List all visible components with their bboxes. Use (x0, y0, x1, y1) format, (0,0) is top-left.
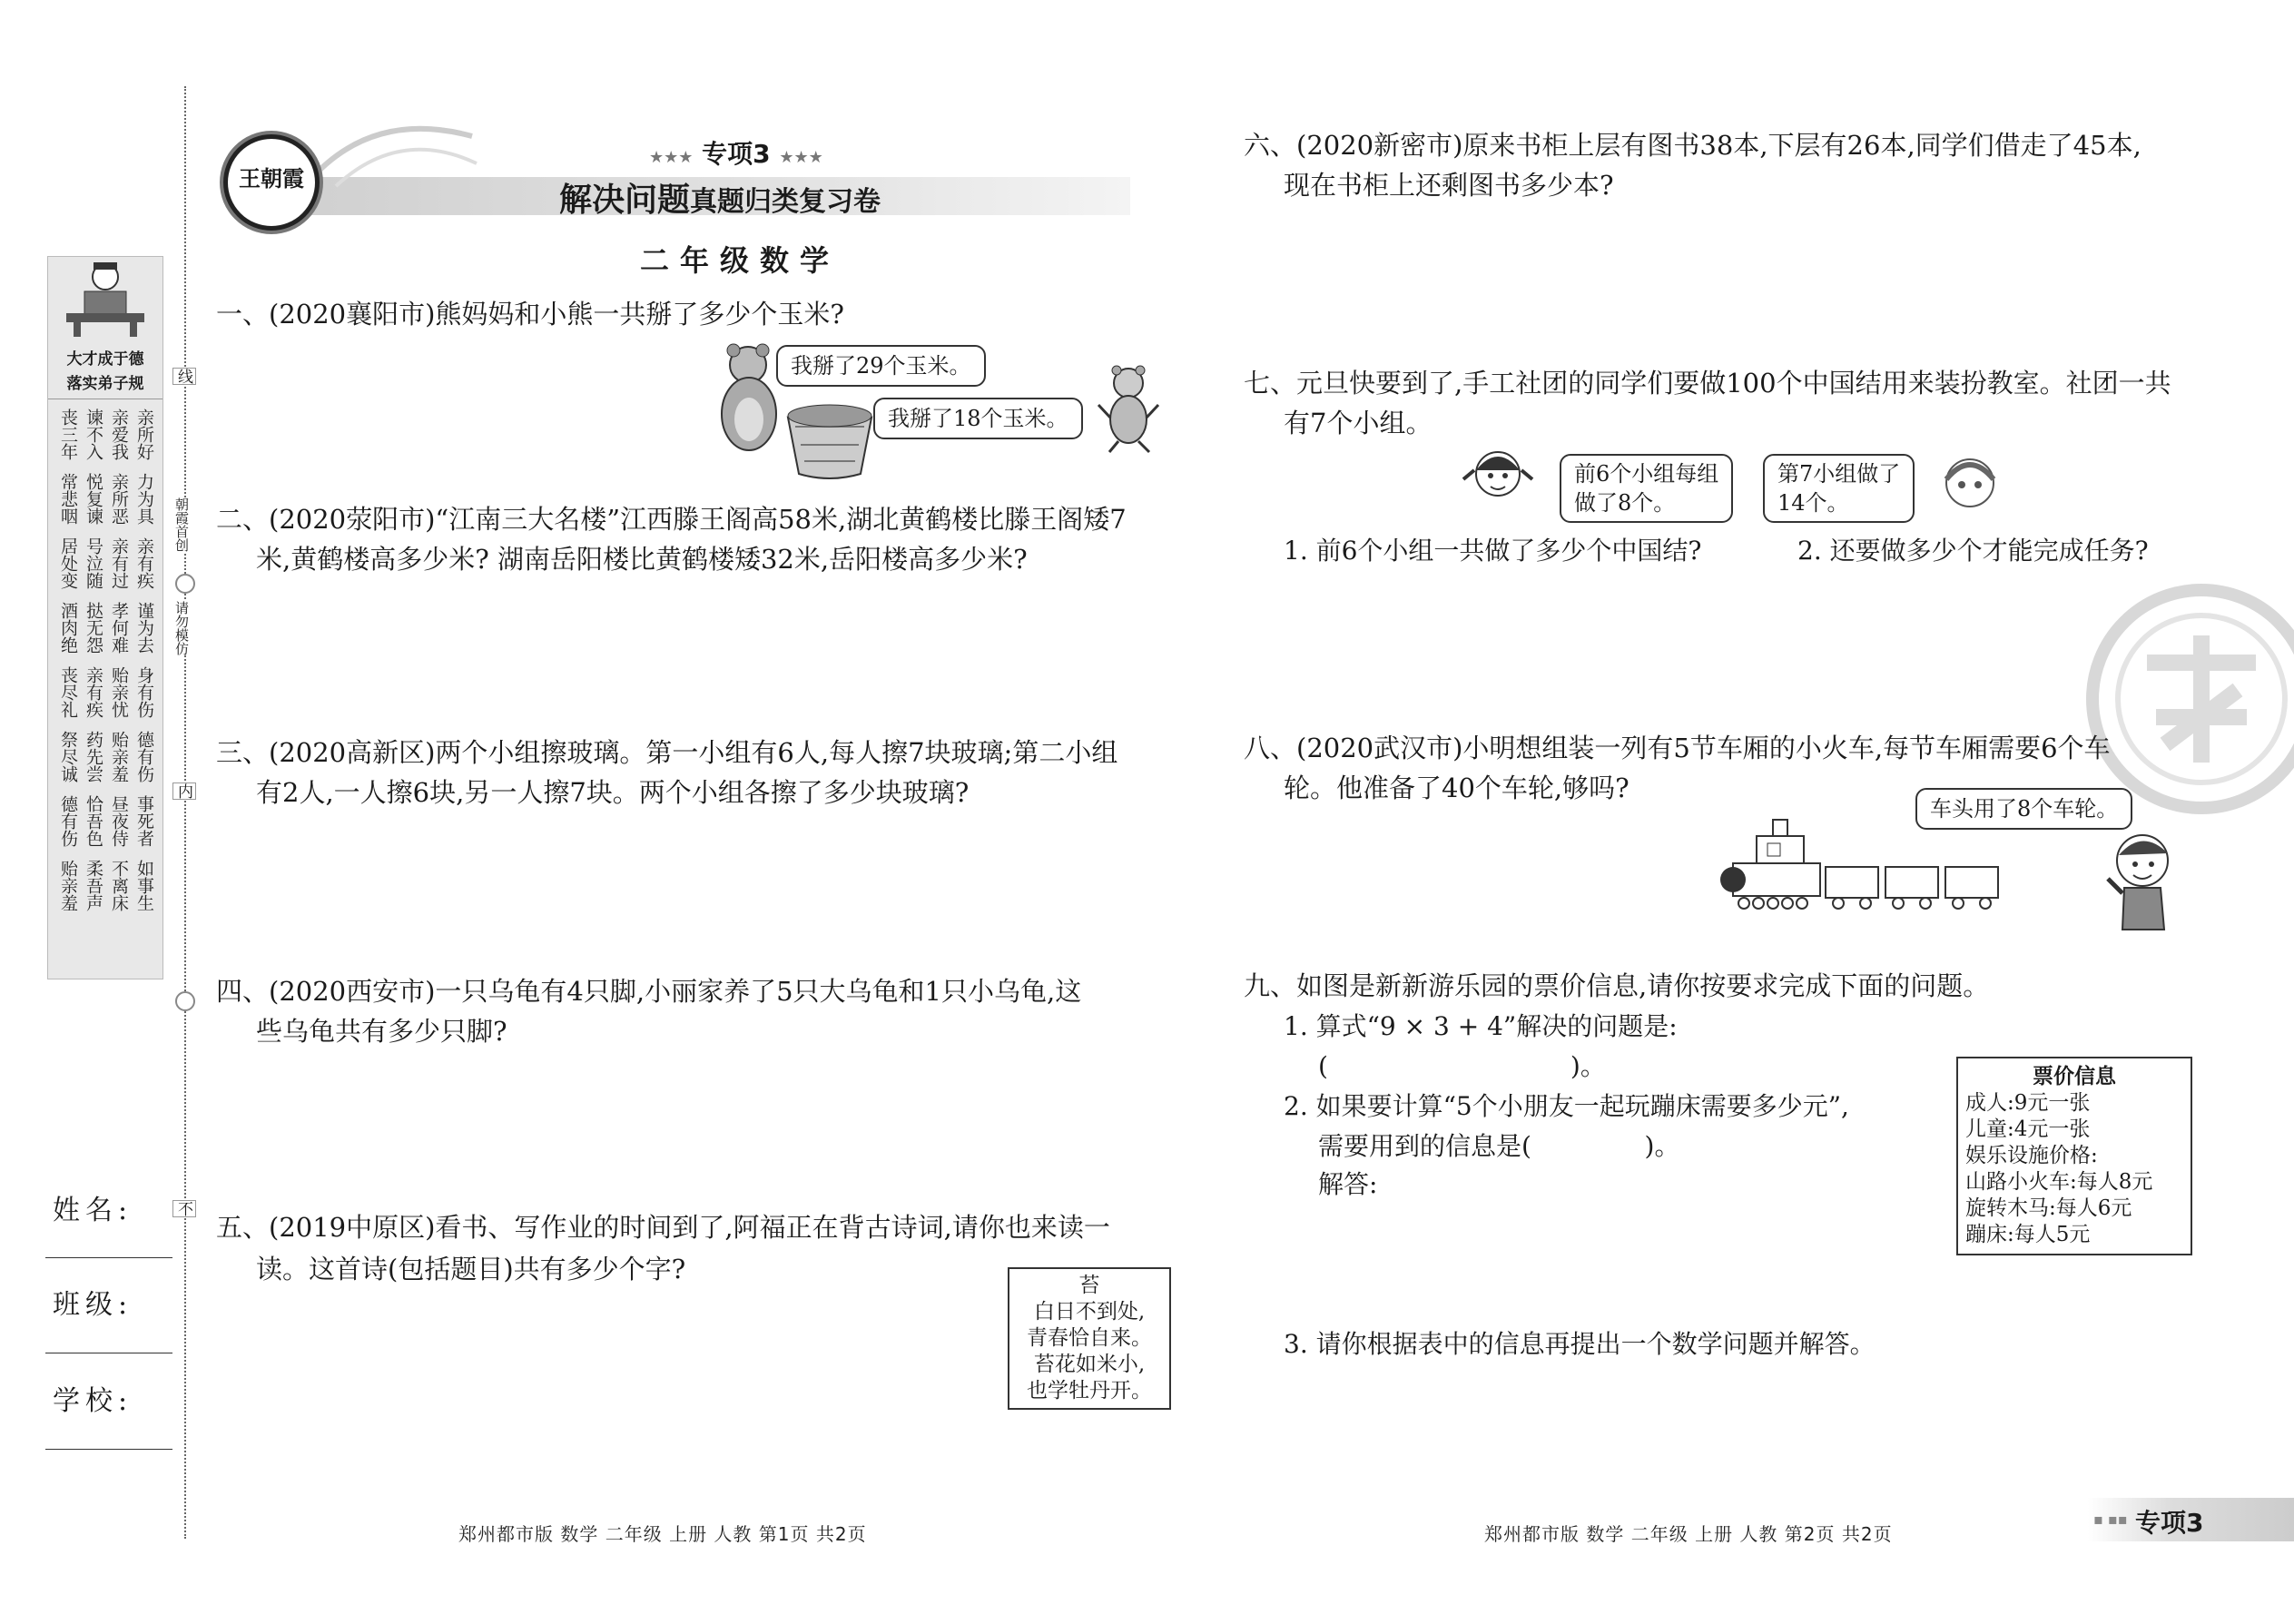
watermark-seal-icon (2074, 581, 2294, 817)
sidebar-verses (48, 399, 162, 911)
question-9-sub-2-answer-label: 解答: (1318, 1169, 1378, 1199)
ticket-price-line: 蹦床:每人5元 (1965, 1223, 2091, 1246)
bear-cub-icon (1097, 363, 1160, 454)
question-3-line-1: 三、(2020高新区)两个小组擦玻璃。第一小组有6人,每人擦7块玻璃;第二小组 (216, 737, 1118, 768)
bear-mother-speech-bubble: 我掰了29个玉米。 (776, 345, 986, 387)
boy-icon (2104, 828, 2179, 935)
sidebar-verse: 悦复谏 (84, 473, 103, 525)
poem-line: 青春恰自来。 (1027, 1326, 1152, 1350)
ticket-price-line: 山路小火车:每人8元 (1965, 1170, 2153, 1194)
sidebar-verse: 药先尝 (84, 731, 103, 782)
sidebar-verse: 贻亲羞 (58, 860, 78, 911)
logo-text: 王朝霞 (239, 166, 304, 192)
poem-line: 白日不到处, (1033, 1300, 1146, 1324)
sidebar-verse: 身有伤 (134, 666, 154, 718)
sidebar-vertical-mark-1: 线 (172, 368, 196, 385)
question-9-line-1: 九、如图是新新游乐园的票价信息,请你按要求完成下面的问题。 (1244, 970, 1990, 1001)
cartoon-speech-line: 14个。 (1777, 490, 1849, 516)
sidebar-vertical-mark-3: 请勿模仿 (173, 601, 190, 655)
poem-line: 苔花如米小, (1033, 1353, 1146, 1376)
sidebar-verse: 亲有疾 (134, 537, 154, 589)
right-page-footer: 郑州都市版 数学 二年级 上册 人教 第2页 共2页 (1484, 1523, 1893, 1545)
cartoon-kid-icon (1934, 447, 2006, 519)
question-2-line-2: 米,黄鹤楼高多少米? 湖南岳阳楼比黄鹤楼矮32米,岳阳楼高多少米? (256, 544, 1028, 575)
sidebar-vertical-mark-5: 不 (172, 1200, 196, 1217)
school-label: 学校: (53, 1385, 133, 1417)
question-9-sub-3: 3. 请你根据表中的信息再提出一个数学问题并解答。 (1284, 1329, 1876, 1359)
sidebar-verse: 挞无怨 (84, 602, 103, 654)
sidebar-verse: 居处变 (58, 537, 78, 589)
sidebar-verse: 号泣随 (84, 537, 103, 589)
question-6-line-2: 现在书柜上还剩图书多少本? (1284, 170, 1614, 201)
sidebar-verse: 祭尽诚 (58, 731, 78, 782)
sidebar-verse: 孝何难 (109, 602, 129, 654)
boy-speech-bubble: 车头用了8个车轮。 (1915, 788, 2132, 830)
question-9-sub-1: 1. 算式“9 × 3 + 4”解决的问题是: (1284, 1011, 1678, 1041)
poem-title: 苔 (1078, 1274, 1100, 1297)
sidebar-verse: 亲所恶 (109, 473, 129, 525)
sidebar-verse: 德有伤 (58, 795, 78, 847)
grade-subtitle: 二年级数学 (640, 243, 841, 278)
question-5-line-2: 读。这首诗(包括题目)共有多少个字? (256, 1254, 686, 1284)
question-8-line-2: 轮。他准备了40个车轮,够吗? (1284, 773, 1629, 803)
sidebar-verse: 贻亲忧 (109, 666, 129, 718)
sidebar-verse: 昼夜侍 (109, 795, 129, 847)
sidebar-verse: 丧三年 (58, 408, 78, 460)
sidebar-verse: 柔吾声 (84, 860, 103, 911)
school-input-line[interactable] (45, 1449, 172, 1450)
ticket-price-line: 娱乐设施价格: (1965, 1144, 2098, 1167)
stars-left-icon: ★★★ (649, 148, 694, 167)
question-7-line-2: 有7个小组。 (1284, 408, 1433, 438)
ticket-price-line: 儿童:4元一张 (1965, 1117, 2091, 1141)
page-title (559, 174, 881, 221)
question-9-sub-2-line-2[interactable]: 需要用到的信息是( )。 (1318, 1131, 1680, 1161)
cartoon-speech-bubble (1763, 454, 1915, 523)
question-9-sub-2-line-1: 2. 如果要计算“5个小朋友一起玩蹦床需要多少元”, (1284, 1091, 1849, 1121)
question-9-sub-1-blank[interactable]: ( )。 (1318, 1051, 1606, 1081)
corner-series-label: 专项3 (2135, 1508, 2204, 1538)
name-label: 姓名: (53, 1195, 133, 1226)
sidebar-verse: 谏不入 (84, 408, 103, 460)
series-label-text: 专项3 (702, 139, 771, 169)
question-4-line-1: 四、(2020西安市)一只乌龟有4只脚,小丽家养了5只大乌龟和1只小乌龟,这 (216, 976, 1082, 1007)
question-5-line-1: 五、(2019中原区)看书、写作业的时间到了,阿福正在背古诗词,请你也来读一 (216, 1212, 1110, 1243)
left-page-footer: 郑州都市版 数学 二年级 上册 人教 第1页 共2页 (458, 1523, 867, 1545)
sidebar-motto-1: 大才成于德 (66, 350, 144, 369)
sidebar-swirl-icon (175, 574, 195, 594)
cartoon-speech-line: 第7小组做了 (1777, 461, 1901, 487)
sidebar-verse: 德有伤 (134, 731, 154, 782)
scholar-illustration-icon (48, 257, 162, 339)
page-title-bold: 解决问题 (559, 182, 691, 219)
ticket-price-box (1956, 1057, 2192, 1255)
sidebar-verse: 力为具 (134, 473, 154, 525)
class-label: 班级: (53, 1289, 133, 1321)
ticket-price-line: 旋转木马:每人6元 (1965, 1196, 2132, 1220)
sidebar-verse: 如事生 (134, 860, 154, 911)
sidebar-verse: 谨为去 (134, 602, 154, 654)
page-title-rest: 真题归类复习卷 (690, 186, 881, 218)
question-7-sub-1: 1. 前6个小组一共做了多少个中国结? (1284, 536, 1702, 566)
corn-basket-icon (781, 399, 879, 479)
name-input-line[interactable] (45, 1257, 172, 1258)
series-label (649, 134, 823, 171)
binding-dotted-line (184, 86, 186, 1539)
ticket-price-title: 票价信息 (2033, 1065, 2116, 1088)
sidebar-verse: 亲有过 (109, 537, 129, 589)
sidebar-verse: 亲爱我 (109, 408, 129, 460)
sidebar-vertical-mark-2: 朝霞首创 (173, 497, 190, 552)
question-7-sub-2: 2. 还要做多少个才能完成任务? (1797, 536, 2149, 566)
sidebar-verse: 贻亲羞 (109, 731, 129, 782)
ribbon-decoration-icon (300, 109, 481, 191)
girl-speech-line: 前6个小组每组 (1574, 461, 1719, 487)
corner-series-tab (2088, 1498, 2294, 1541)
toy-train-icon (1720, 812, 2011, 914)
sidebar-verse: 亲有疾 (84, 666, 103, 718)
stars-right-icon: ★★★ (779, 148, 823, 167)
sidebar-swirl-icon (175, 991, 195, 1011)
question-3-line-2: 有2人,一人擦6块,另一人擦7块。两个小组各擦了多少块玻璃? (256, 777, 970, 808)
sidebar-verse: 丧尽礼 (58, 666, 78, 718)
sidebar-verse: 常悲咽 (58, 473, 78, 525)
logo-badge (223, 134, 320, 231)
sidebar-verse: 不离床 (109, 860, 129, 911)
question-8-line-1: 八、(2020武汉市)小明想组装一列有5节车厢的小火车,每节车厢需要6个车 (1244, 733, 2111, 763)
sidebar-verse: 亲所好 (134, 408, 154, 460)
girl-speech-line: 做了8个。 (1574, 490, 1676, 516)
question-7-line-1: 七、元旦快要到了,手工社团的同学们要做100个中国结用来装扮教室。社团一共 (1244, 368, 2171, 399)
sidebar-verse: 恰吾色 (84, 795, 103, 847)
question-1: 一、(2020襄阳市)熊妈妈和小熊一共掰了多少个玉米? (216, 299, 844, 330)
question-6-line-1: 六、(2020新密市)原来书柜上层有图书38本,下层有26本,同学们借走了45本, (1244, 130, 2141, 161)
question-2-line-1: 二、(2020荥阳市)“江南三大名楼”江西滕王阁高58米,湖北黄鹤楼比滕王阁矮7 (216, 504, 1127, 535)
girl-icon (1462, 443, 1534, 512)
girl-speech-bubble (1560, 454, 1733, 523)
sidebar-verse: 事死者 (134, 795, 154, 847)
sidebar-verse: 酒肉绝 (58, 602, 78, 654)
question-4-line-2: 些乌龟共有多少只脚? (256, 1016, 507, 1047)
sidebar-vertical-mark-4: 内 (172, 782, 196, 800)
sidebar-motto-2: 落实弟子规 (48, 370, 162, 399)
ticket-price-line: 成人:9元一张 (1965, 1091, 2091, 1115)
poem-line: 也学牡丹开。 (1027, 1379, 1152, 1403)
poem-box (1008, 1267, 1171, 1410)
bear-cub-speech-bubble: 我掰了18个玉米。 (873, 398, 1083, 439)
sidebar-motto-box (47, 256, 163, 979)
corner-squares-icon: ▪ ▪▪ (2093, 1511, 2128, 1528)
